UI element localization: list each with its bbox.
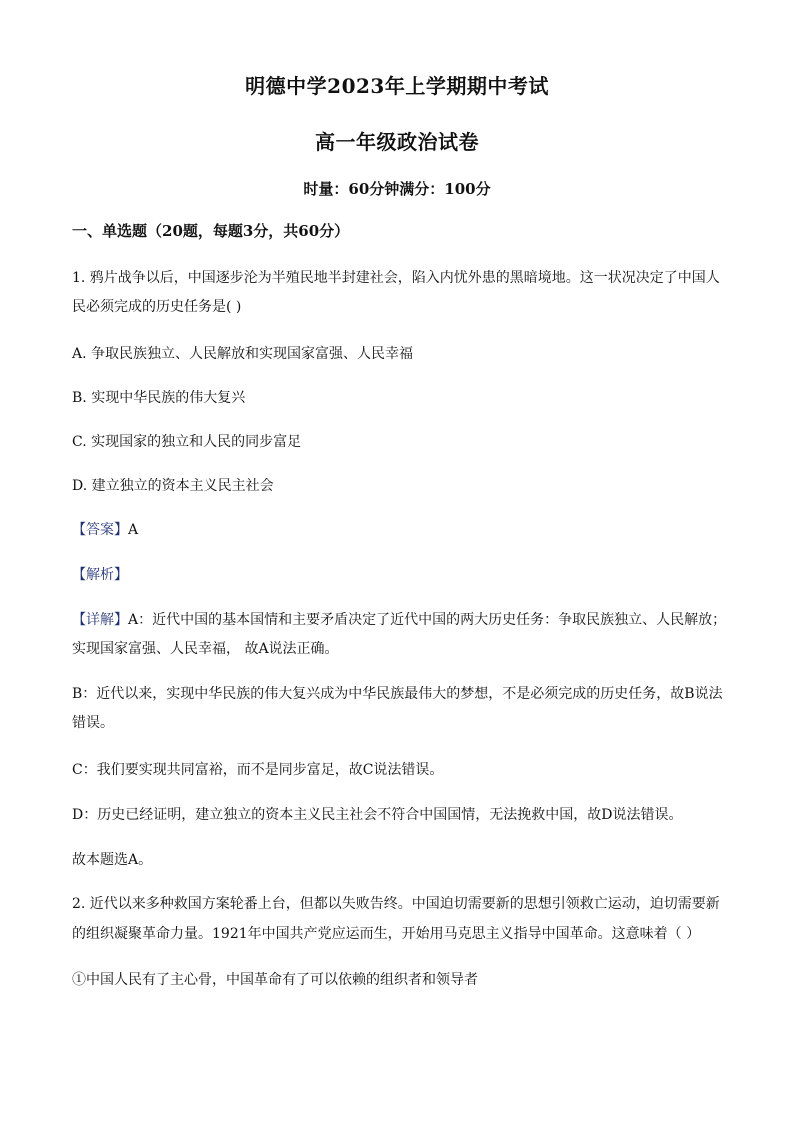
question-1-stem-line-2: 民必须完成的历史任务是( ) [72, 299, 242, 315]
exam-title: 明德中学2023年上学期期中考试 [245, 74, 549, 98]
question-2-statement-1: ①中国人民有了主心骨，中国革命有了可以依赖的组织者和领导者 [72, 972, 478, 988]
question-1-explain-d: D：历史已经证明，建立独立的资本主义民主社会不符合中国国情，无法挽救中国，故D说法错误。 [72, 807, 683, 823]
question-2-stem-line-1: 2. 近代以来多种救国方案轮番上台，但都以失败告终。中国迫切需要新的思想引领救亡运动，迫切需要新 [72, 896, 720, 912]
section-heading: 一、单选题（20题，每题3分，共60分） [72, 222, 350, 240]
question-1-option-b: B. 实现中华民族的伟大复兴 [72, 390, 246, 406]
question-1-stem-line-1: 1. 鸦片战争以后，中国逐步沦为半殖民地半封建社会，陷入内忧外患的黑暗境地。这一状况决定了中国人 [72, 270, 720, 286]
question-1-answer [72, 516, 722, 544]
question-1-detail-line-1 [72, 606, 727, 634]
question-1-detail-line-2: 实现国家富强、人民幸福， 故A说法正确。 [72, 641, 339, 657]
answer-value: A [128, 522, 139, 538]
question-1-explain-c: C：我们要实现共同富裕，而不是同步富足，故C说法错误。 [72, 762, 444, 778]
detail-tag: 【详解】 [72, 612, 128, 628]
question-1-analysis [72, 561, 722, 589]
question-1-option-d: D. 建立独立的资本主义民主社会 [72, 478, 274, 494]
exam-subtitle: 高一年级政治试卷 [315, 130, 479, 154]
answer-tag: 【答案】 [72, 522, 128, 538]
question-1-explain-b-line-1: B：近代以来，实现中华民族的伟大复兴成为中华民族最伟大的梦想，不是必须完成的历史任务，故B说法 [72, 686, 723, 702]
detail-line-1-text: A：近代中国的基本国情和主要矛盾决定了近代中国的两大历史任务：争取民族独立、人民解放； [128, 612, 727, 628]
analysis-tag: 【解析】 [72, 567, 128, 583]
question-1-option-a: A. 争取民族独立、人民解放和实现国家富强、人民幸福 [72, 346, 414, 362]
question-1-option-c: C. 实现国家的独立和人民的同步富足 [72, 434, 302, 450]
question-1-conclusion: 故本题选A。 [72, 852, 153, 868]
question-2-stem-line-2: 的组织凝聚革命力量。1921年中国共产党应运而生，开始用马克思主义指导中国革命。这意味着（ ） [72, 926, 701, 942]
exam-info: 时量：60分钟满分：100分 [303, 180, 491, 198]
question-1-explain-b-line-2: 错误。 [72, 715, 114, 731]
